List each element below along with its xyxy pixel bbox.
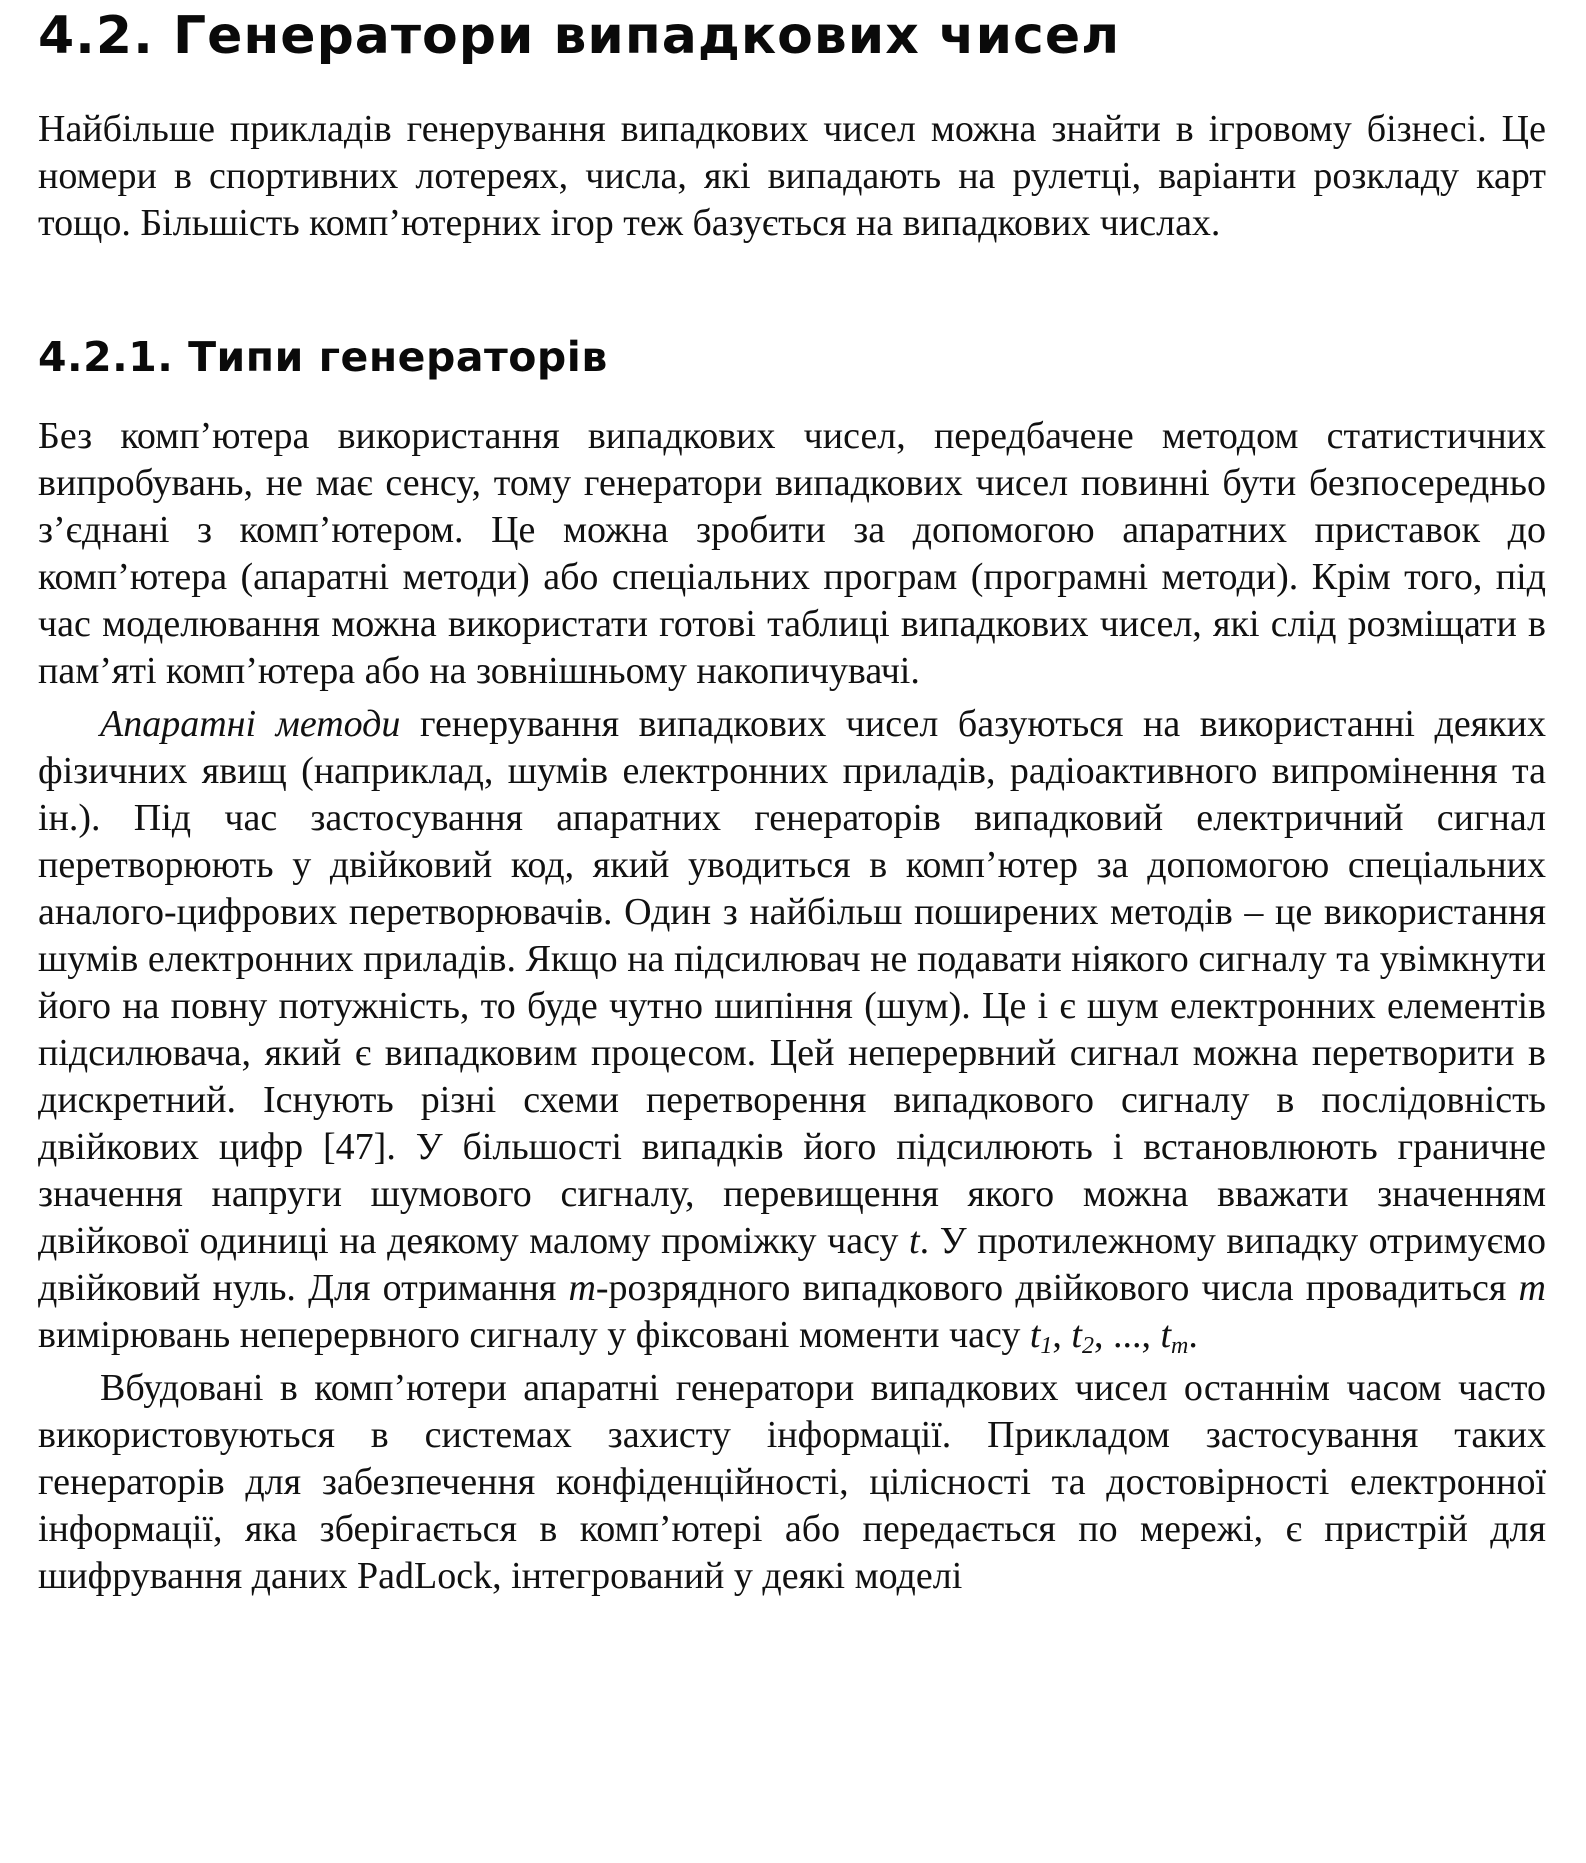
paragraph-computer-usage: Без комп’ютера використання випадкових чисел, передбачене методом статистичних випробувань, не має сенсу, тому генератори випадкових чисел повинні бути безпосередньо з’єднані з комп’ютером. Це можна зробити за допомогою апаратних приставок до комп’ютера (апаратні методи) або спеціальних програм (програмні методи). Крім того, під час моделювання можна використати готові таблиці випадкових чисел, які слід розміщати в пам’яті комп’ютера або на зовнішньому накопичувачі. [38,415,1546,692]
variable-t: t [909,1220,920,1262]
section-title: 4.2. Генератори випадкових чисел [38,6,1121,66]
separator: , ..., [1093,1314,1161,1356]
paragraph-text: -розрядного випадкового двійкового числа провадиться [595,1267,1519,1309]
paragraph-text: . У протилежному випадку отримуємо двійковий нуль. Для отримання [38,1220,1546,1309]
variable-t1: $t_1$ [1029,1314,1053,1359]
paragraph-text: генерування випадкових чисел базуються на використанні деяких фізичних явищ (наприклад, шумів електронних приладів, радіоактивного випромінення та ін.). Під час застосування апаратних генераторів випадковий електричний сигнал перетворюють у двійковий код, який уводиться в комп’ютер за допомогою спеціальних аналого-цифрових перетворювачів. Один з найбільш поширених методів – це використання шумів електронних приладів. Якщо на підсилювач не подавати ніякого сигналу та увімкнути його на повну потужність, то буде чутно шипіння (шум). Це і є шум електронних елементів підсилювача, який є випадковим процесом. Цей неперервний сигнал можна перетворити в дискретний. Існують різні схеми перетворення випадкового сигналу в послідовність двійкових цифр [47]. У більшості випадків його підсилюють і встановлюють граничне значення напруги шумового сигналу, перевищення якого можна вважати значенням двійкової одиниці на деякому малому проміжку часу [38,703,1546,1262]
variable-m: m [568,1267,596,1309]
paragraph-hardware-methods [38,701,1546,1359]
subsection-title: 4.2.1. Типи генераторів [38,333,608,381]
variable-t2: $t_2$ [1071,1314,1094,1359]
paragraph-builtin-generators: Вбудовані в комп’ютери апаратні генератори випадкових чисел останнім часом часто використовуються в системах захисту інформації. Прикладом застосування таких генераторів для забезпечення конфіденційності, цілісності та достовірності електронної інформації, яка зберігається в комп’ютері або передається по мережі, є пристрій для шифрування даних PadLock, інтегрований у деякі моделі [38,1367,1546,1597]
variable-tm: $t_m$ [1160,1314,1189,1359]
variable-m: m [1518,1267,1546,1309]
emphasis-hardware-methods: Апаратні методи [100,703,401,745]
intro-paragraph: Найбільше прикладів генерування випадкових чисел можна знайти в ігровому бізнесі. Це номери в спортивних лотереях, числа, які випадають на рулетці, варіанти розкладу карт тощо. Більшість комп’ютерних ігор теж базується на випадкових числах. [38,108,1546,244]
document-page [38,0,1546,1600]
paragraph-text: вимірювань неперервного сигналу у фіксовані моменти часу [38,1314,1030,1356]
separator: , [1052,1314,1072,1356]
paragraph-end: . [1188,1314,1198,1356]
